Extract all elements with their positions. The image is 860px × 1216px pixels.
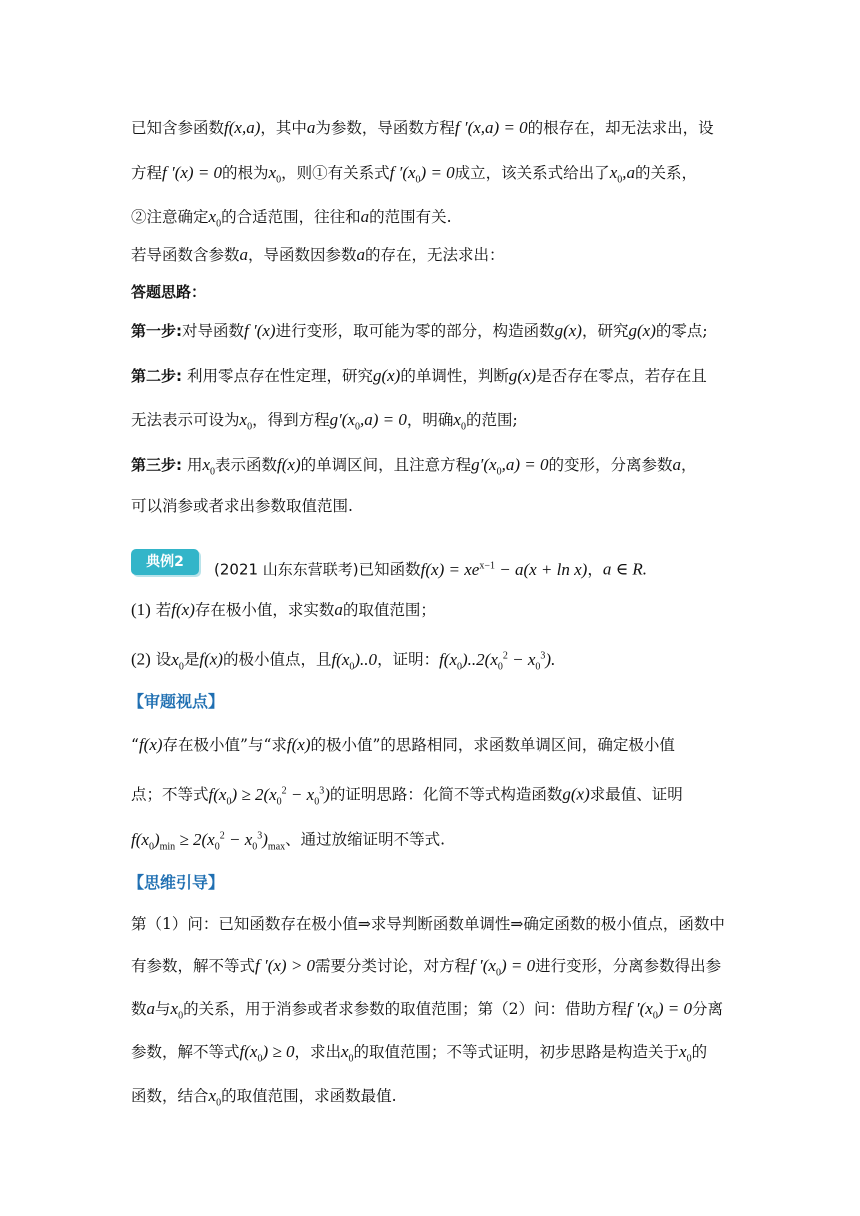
intro-line-3: ②注意确定$x_0$的合适范围，往往和a的范围有关. [131, 207, 452, 230]
intro-line-2: 方程f ′(x) = 0的根为$x_0$，则①有关系式f $'(x_0) = 0$成立，该关系式给出了$x_0,a$的关系， [131, 163, 697, 186]
intro-line-4: 若导函数含参数a，导函数因参数a的存在，无法求出： [131, 245, 505, 264]
question-2: (2) 设$x_0$是f(x)的极小值点，且$f(x_0)..0$，证明：$f(x_0)..2(x_0^2 - x_0^3)$. [131, 649, 556, 673]
step-3-line-2: 可以消参或者求出参数取值范围. [131, 497, 353, 515]
step-2-line-1: 第二步: 利用零点存在性定理，研究g(x)的单调性，判断g(x)是否存在零点，若存在且 [131, 366, 707, 385]
thinking-line-1: 第（1）问：已知函数存在极小值⇒求导判断函数单调性⇒确定函数的极小值点，函数中 [131, 915, 725, 933]
step-3-line-1: 第三步: 用$x_0$表示函数f(x)的单调区间，且注意方程$g'(x_0,a) = 0$的变形，分离参数a， [131, 455, 697, 478]
answer-heading: 答题思路： [131, 283, 207, 301]
thinking-line-3: 数a与$x_0$的关系，用于消参或者求参数的取值范围；第（2）问：借助方程f $'(x_0) = 0$分离 [131, 999, 724, 1022]
thinking-line-5: 函数，结合$x_0$的取值范围，求函数最值. [131, 1086, 397, 1109]
thinking-line-4: 参数，解不等式$f(x_0) \ge 0$，求出$x_0$的取值范围；不等式证明，初步思路是构造关于$x_0$的 [131, 1042, 708, 1065]
intro-line-1: 已知含参函数f(x,a)，其中a为参数，导函数方程f ′(x,a) = 0的根存在，却无法求出，设 [131, 118, 714, 137]
review-heading: 【审题视点】 [128, 692, 225, 711]
thinking-line-2: 有参数，解不等式f ′(x) > 0需要分类讨论，对方程f $'(x_0) = 0$进行变形，分离参数得出参 [131, 956, 722, 979]
step-2-line-2: 无法表示可设为$x_0$，得到方程$g'(x_0,a) = 0$，明确$x_0$的范围; [131, 410, 518, 433]
review-line-3: $f(x_0)_{min} \ge 2(x_0^2 - x_0^3)_{max}$、通过放缩证明不等式. [131, 829, 446, 853]
example-badge: 典例2 [131, 549, 199, 575]
review-line-2: 点；不等式$f(x_0) \ge 2(x_0^2 - x_0^3)$的证明思路：化简不等式构造函数g(x)求最值、证明 [131, 784, 683, 808]
thinking-heading: 【思维引导】 [128, 873, 225, 892]
step-1-line: 第一步:对导函数f ′(x)进行变形，取可能为零的部分，构造函数g(x)，研究g(x)的零点; [131, 321, 708, 340]
example-statement: (2021 山东东营联考)已知函数$f(x) = xe^{x-1} - a(x + \ln x)$，a ∈ R. [214, 559, 648, 579]
review-line-1: “f(x)存在极小值”与“求f(x)的极小值”的思路相同，求函数单调区间，确定极小值 [131, 735, 675, 754]
question-1: (1) 若f(x)存在极小值，求实数a的取值范围； [131, 600, 436, 619]
